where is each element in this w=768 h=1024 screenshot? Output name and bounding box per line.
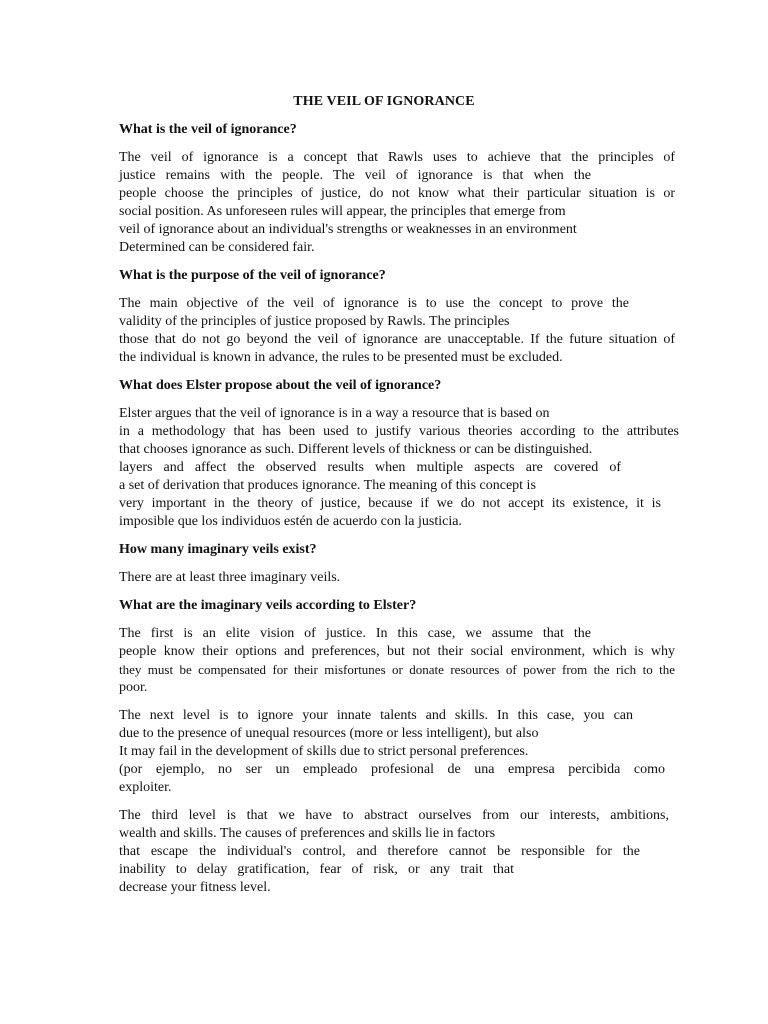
- paragraph-line: that chooses ignorance as such. Different levels of thickness or can be distinguished.: [119, 442, 593, 457]
- paragraph-line: The third level is that we have to abstract ourselves from our interests, ambitions,: [119, 808, 669, 823]
- document-title: THE VEIL OF IGNORANCE: [293, 94, 475, 109]
- paragraph-line: There are at least three imaginary veils.: [119, 570, 341, 585]
- paragraph-line: decrease your fitness level.: [119, 880, 271, 895]
- section-heading: How many imaginary veils exist?: [119, 542, 317, 557]
- paragraph-line: in a methodology that has been used to justify various theories according to the attributes: [119, 424, 679, 439]
- paragraph-line: they must be compensated for their misfortunes or donate resources of power from the rich to the: [119, 662, 675, 677]
- paragraph-line: poor.: [119, 680, 148, 695]
- paragraph-line: validity of the principles of justice proposed by Rawls. The principles: [119, 314, 510, 329]
- paragraph-line: layers and affect the observed results when multiple aspects are covered of: [119, 460, 621, 475]
- section-heading: What does Elster propose about the veil of ignorance?: [119, 378, 442, 393]
- paragraph-line: It may fail in the development of skills due to strict personal preferences.: [119, 744, 529, 759]
- paragraph-line: The main objective of the veil of ignorance is to use the concept to prove the: [119, 296, 629, 311]
- paragraph-line: the individual is known in advance, the rules to be presented must be excluded.: [119, 350, 563, 365]
- paragraph-line: exploiter.: [119, 780, 172, 795]
- paragraph-line: imposible que los individuos estén de acuerdo con la justicia.: [119, 514, 462, 529]
- paragraph-line: people know their options and preferences, but not their social environment, which is why: [119, 644, 675, 659]
- paragraph-line: inability to delay gratification, fear of risk, or any trait that: [119, 862, 514, 877]
- paragraph-line: that escape the individual's control, and therefore cannot be responsible for the: [119, 844, 640, 859]
- paragraph-line: a set of derivation that produces ignorance. The meaning of this concept is: [119, 478, 536, 493]
- paragraph-line: those that do not go beyond the veil of ignorance are unacceptable. If the future situation of: [119, 332, 675, 347]
- paragraph-line: justice remains with the people. The veil of ignorance is that when the: [119, 168, 591, 183]
- paragraph-line: veil of ignorance about an individual's strengths or weaknesses in an environment: [119, 222, 577, 237]
- paragraph-line: due to the presence of unequal resources (more or less intelligent), but also: [119, 726, 539, 741]
- paragraph-line: The first is an elite vision of justice. In this case, we assume that the: [119, 626, 591, 641]
- paragraph-line: (por ejemplo, no ser un empleado profesional de una empresa percibida como: [119, 762, 665, 777]
- paragraph-line: people choose the principles of justice, do not know what their particular situation is or: [119, 186, 675, 201]
- section-heading: What is the purpose of the veil of ignorance?: [119, 268, 386, 283]
- paragraph-line: Determined can be considered fair.: [119, 240, 315, 255]
- section-heading: What is the veil of ignorance?: [119, 122, 297, 137]
- paragraph-line: social position. As unforeseen rules will appear, the principles that emerge from: [119, 204, 566, 219]
- paragraph-line: The veil of ignorance is a concept that Rawls uses to achieve that the principles of: [119, 150, 675, 165]
- paragraph-line: Elster argues that the veil of ignorance is in a way a resource that is based on: [119, 406, 550, 421]
- paragraph-line: very important in the theory of justice, because if we do not accept its existence, it is: [119, 496, 661, 511]
- section-heading: What are the imaginary veils according to Elster?: [119, 598, 417, 613]
- paragraph-line: wealth and skills. The causes of preferences and skills lie in factors: [119, 826, 496, 841]
- paragraph-line: The next level is to ignore your innate talents and skills. In this case, you can: [119, 708, 633, 723]
